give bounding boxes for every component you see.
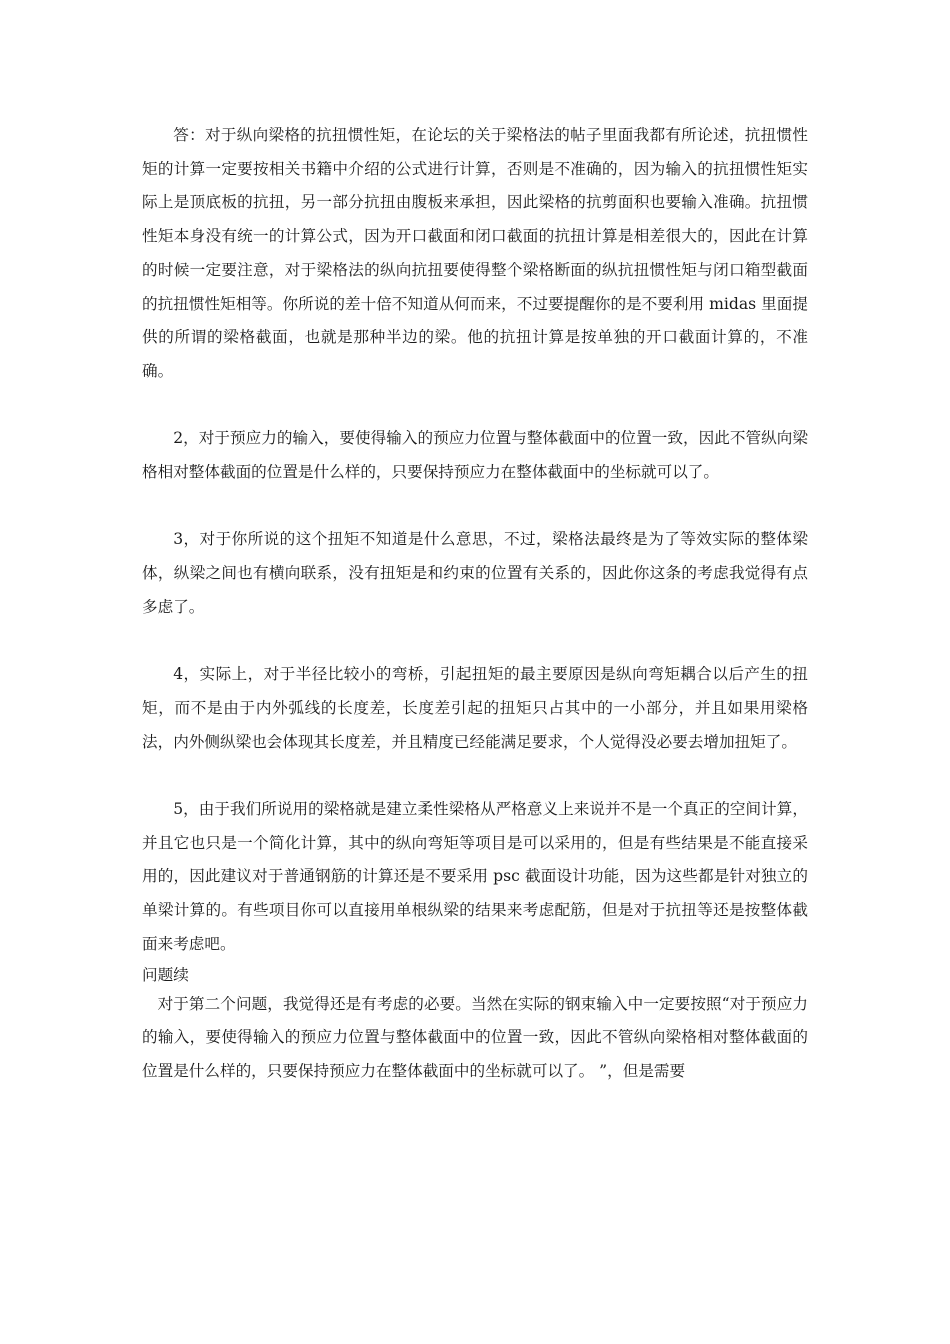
answer-paragraph-2: 2，对于预应力的输入，要使得输入的预应力位置与整体截面中的位置一致，因此不管纵向梁格相对整体截面的位置是什么样的，只要保持预应力在整体截面中的坐标就可以了。 <box>142 429 808 482</box>
document-body <box>142 119 808 1088</box>
paragraph-spacer <box>142 490 808 524</box>
paragraph-spacer <box>142 759 808 793</box>
paragraph-spacer <box>142 389 808 423</box>
section-heading: 问题续 <box>142 965 189 984</box>
paragraph-spacer <box>142 625 808 659</box>
answer-paragraph-5: 5，由于我们所说用的梁格就是建立柔性梁格从严格意义上来说并不是一个真正的空间计算，并且它也只是一个简化计算，其中的纵向弯矩等项目是可以采用的，但是有些结果是不能直接采用的，因此建议对于普通钢筋的计算还是不要采用 psc 截面设计功能，因为这些都是针对独立的单梁计算的。有些项目你可以直接用单根纵梁的结果来考虑配筋，但是对于抗扭等还是按整体截面来考虑吧。 <box>142 800 808 953</box>
answer-paragraph-4: 4，实际上，对于半径比较小的弯桥，引起扭矩的最主要原因是纵向弯矩耦合以后产生的扭矩，而不是由于内外弧线的长度差，长度差引起的扭矩只占其中的一小部分，并且如果用梁格法，内外侧纵梁也会体现其长度差，并且精度已经能满足要求，个人觉得没必要去增加扭矩了。 <box>142 665 808 751</box>
answer-paragraph-3: 3，对于你所说的这个扭矩不知道是什么意思，不过，梁格法最终是为了等效实际的整体梁体，纵梁之间也有横向联系，没有扭矩是和约束的位置有关系的，因此你这条的考虑我觉得有点多虑了。 <box>142 530 808 616</box>
followup-paragraph: 对于第二个问题，我觉得还是有考虑的必要。当然在实际的钢束输入中一定要按照“对于预应力的输入，要使得输入的预应力位置与整体截面中的位置一致，因此不管纵向梁格相对整体截面的位置是什么样的，只要保持预应力在整体截面中的坐标就可以了。 ”，但是需要 <box>142 994 808 1080</box>
answer-paragraph-1: 答：对于纵向梁格的抗扭惯性矩，在论坛的关于梁格法的帖子里面我都有所论述，抗扭惯性矩的计算一定要按相关书籍中介绍的公式进行计算，否则是不准确的，因为输入的抗扭惯性矩实际上是顶底板的抗扭，另一部分抗扭由腹板来承担，因此梁格的抗剪面积也要输入准确。抗扭惯性矩本身没有统一的计算公式，因为开口截面和闭口截面的抗扭计算是相差很大的，因此在计算的时候一定要注意，对于梁格法的纵向抗扭要使得整个梁格断面的纵抗扭惯性矩与闭口箱型截面的抗扭惯性矩相等。你所说的差十倍不知道从何而来，不过要提醒你的是不要利用 midas 里面提供的所谓的梁格截面，也就是那种半边的梁。他的抗扭计算是按单独的开口截面计算的，不准确。 <box>142 126 808 380</box>
